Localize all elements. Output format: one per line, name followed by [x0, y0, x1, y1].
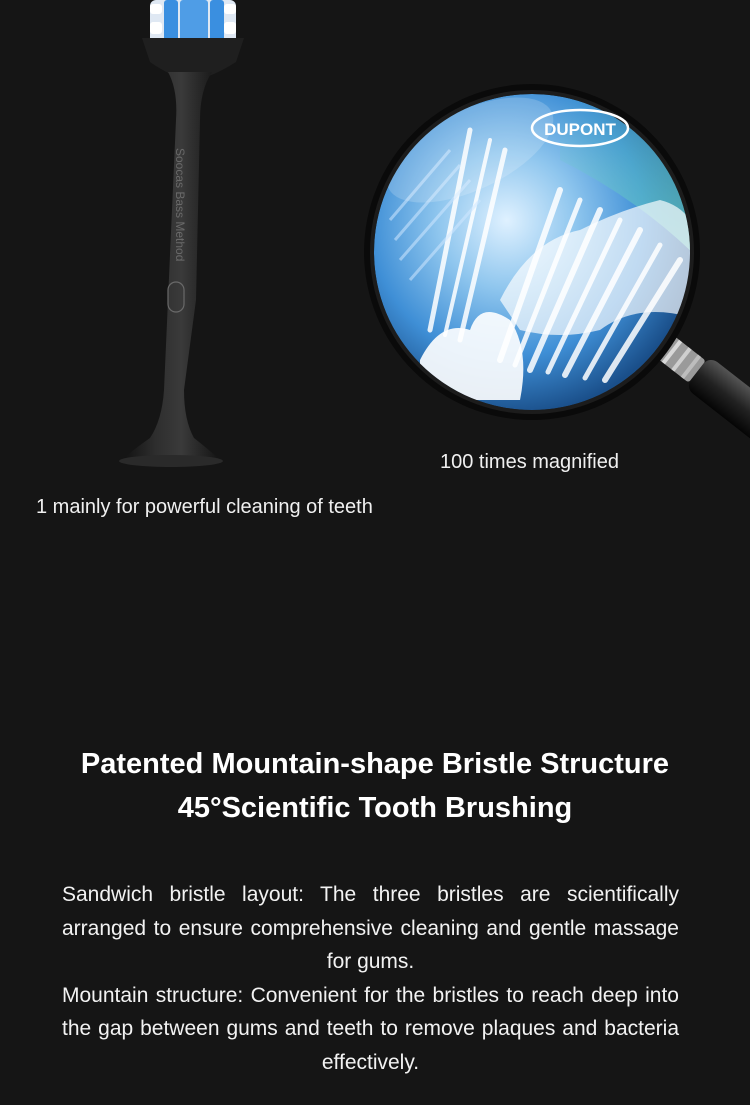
cleaning-caption: 1 mainly for powerful cleaning of teeth — [36, 496, 373, 518]
hero-illustration — [0, 0, 750, 540]
hero-graphic — [0, 0, 750, 540]
feature-description — [62, 878, 679, 1079]
magnifying-glass — [364, 76, 750, 462]
svg-text:DUPONT: DUPONT — [544, 120, 616, 139]
magnified-caption: 100 times magnified — [440, 451, 619, 473]
feature-headline — [0, 742, 750, 830]
brush-head — [119, 0, 244, 467]
headline-line-1: Patented Mountain-shape Bristle Structure — [80, 748, 670, 780]
handle-engraving: Soocas Bass Method — [173, 148, 187, 262]
headline-line-2: 45°Scientific Tooth Brushing — [177, 792, 573, 824]
description-paragraph-1: Sandwich bristle layout: The three bristles are scientifically arranged to ensure comprehensive cleaning and gentle massage for gums. — [62, 883, 679, 973]
description-paragraph-2: Mountain structure: Convenient for the bristles to reach deep into the gap between gums and teeth to remove plaques and bacteria effectively. — [62, 983, 679, 1074]
